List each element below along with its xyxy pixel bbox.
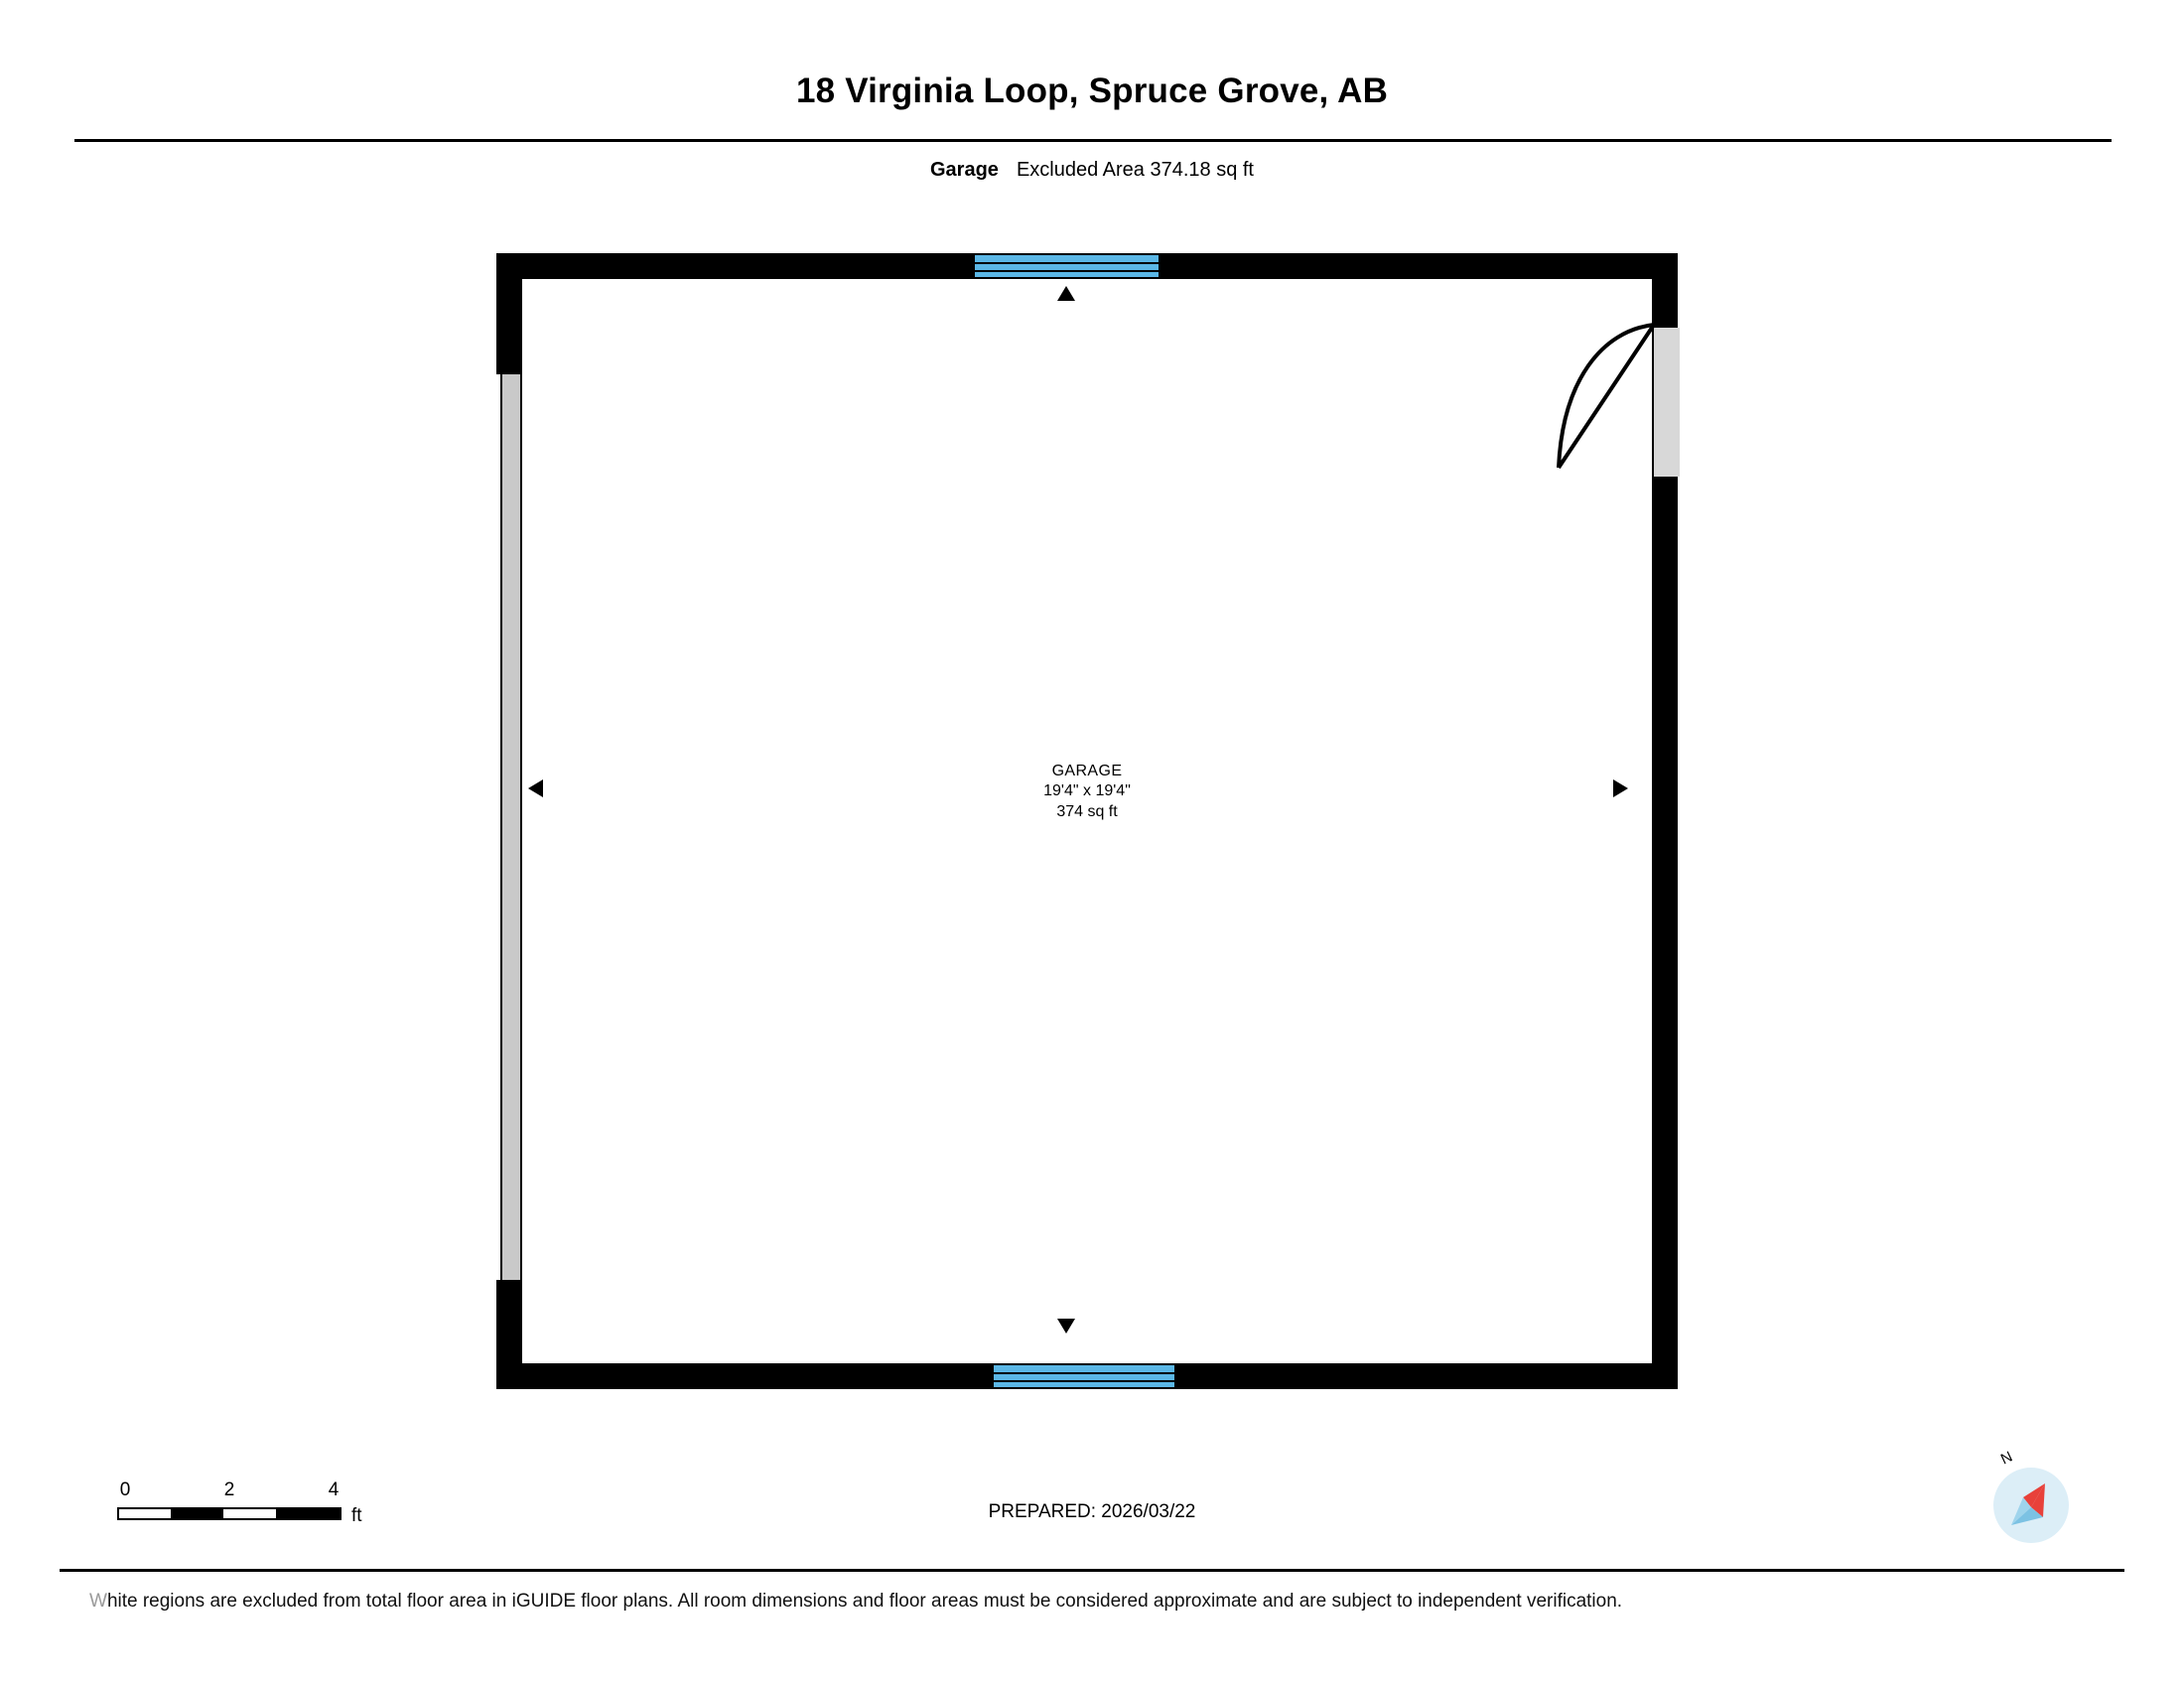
room-name: GARAGE [1051, 763, 1123, 779]
prepared-date: PREPARED: 2026/03/22 [988, 1501, 1196, 1522]
disclaimer-lead-letter: W [89, 1591, 107, 1612]
disclaimer-body: hite regions are excluded from total floor area in iGUIDE floor plans. All room dimensions and floor areas must be considered approximate and are subject to independent verification. [106, 1591, 1623, 1612]
compass-rose [1985, 1450, 2085, 1549]
compass-needle-icon [1993, 1468, 2069, 1543]
footer-divider [60, 1569, 2124, 1572]
room-area: 374 sq ft [1056, 802, 1118, 820]
wall-bottom-left [496, 1363, 994, 1389]
excluded-area-label: Excluded Area 374.18 sq ft [1016, 159, 1254, 181]
scale-tick-0: 0 [119, 1479, 131, 1500]
floorplan-drawing [496, 253, 1678, 1415]
scale-tick-labels [117, 1479, 355, 1501]
wall-top-right [1159, 253, 1678, 279]
room-label-garage [938, 762, 1236, 822]
window-bottom [994, 1363, 1174, 1389]
dimension-arrow-left [528, 779, 543, 797]
wall-left-upper [496, 253, 522, 374]
compass-north-label: N [1997, 1448, 2015, 1469]
wall-left-thin [500, 374, 522, 1280]
dimension-arrow-down [1057, 1319, 1075, 1334]
door-swing-icon [1543, 321, 1662, 490]
dimension-arrow-up [1057, 286, 1075, 301]
wall-bottom-right [1174, 1363, 1678, 1389]
page-title: 18 Virginia Loop, Spruce Grove, AB [795, 71, 1389, 110]
wall-right-lower [1652, 477, 1678, 1389]
header-divider [74, 139, 2112, 142]
scale-tick-1: 2 [223, 1479, 235, 1500]
room-dimensions: 19'4" x 19'4" [1043, 782, 1131, 800]
dimension-arrow-right [1613, 779, 1628, 797]
level-summary [0, 159, 2184, 182]
level-label: Garage [930, 159, 999, 181]
wall-top-left [496, 253, 975, 279]
window-top [975, 253, 1159, 279]
scale-unit-label: ft [351, 1505, 362, 1526]
scale-tick-2: 4 [328, 1479, 340, 1500]
disclaimer-text [89, 1591, 2095, 1613]
wall-right-upper [1652, 253, 1678, 328]
